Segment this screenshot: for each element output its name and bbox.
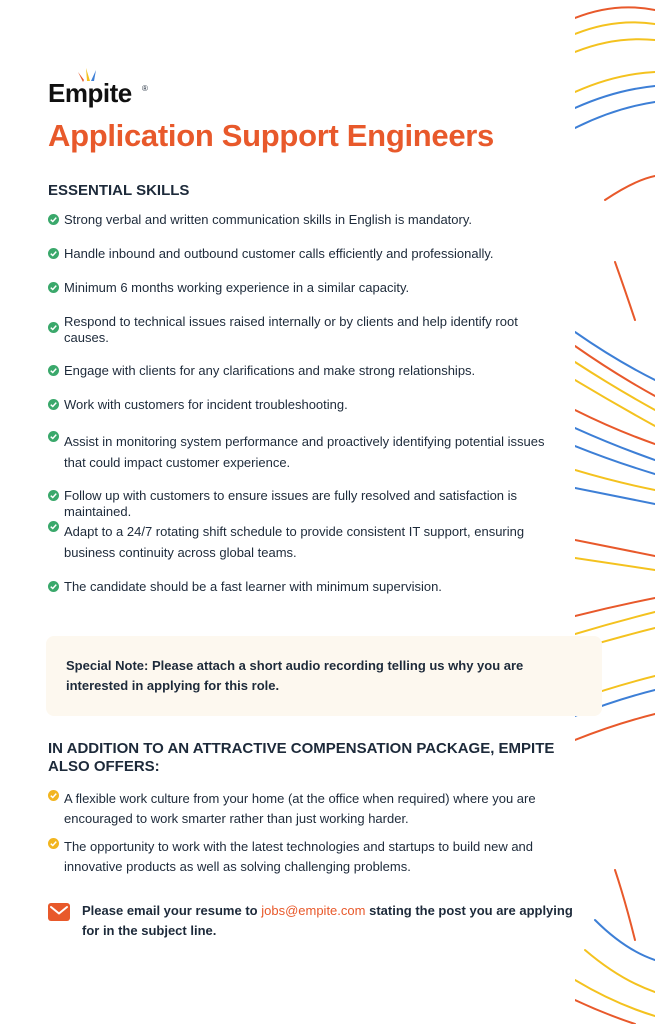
page-title: Application Support Engineers	[48, 118, 494, 153]
list-item	[48, 431, 558, 473]
decorative-lines	[575, 0, 655, 1024]
list-item	[48, 521, 558, 563]
brand-logo	[48, 66, 158, 110]
check-circle-icon	[48, 790, 59, 801]
contact-text	[48, 901, 588, 941]
check-circle-icon	[48, 490, 59, 501]
skill-text: Engage with clients for any clarifications and make strong relationships.	[64, 363, 476, 378]
special-note-text: Special Note: Please attach a short audio recording telling us why you are interested in applying for this role.	[66, 658, 524, 693]
list-item	[48, 837, 558, 877]
offer-text: The opportunity to work with the latest technologies and startups to build new and innovative products as well as solving challenging problems.	[64, 839, 534, 874]
list-item	[48, 246, 558, 262]
list-item	[48, 789, 558, 829]
essential-skills-heading: ESSENTIAL SKILLS	[48, 182, 190, 199]
skill-text: Handle inbound and outbound customer calls efficiently and professionally.	[64, 246, 494, 261]
email-link[interactable]: jobs@empite.com	[261, 903, 366, 918]
skill-text: Respond to technical issues raised internally or by clients and help identify root causes.	[64, 314, 518, 345]
skill-text: The candidate should be a fast learner with minimum supervision.	[64, 579, 442, 594]
contact-suffix: stating the post you are applying for in the subject line.	[82, 903, 573, 938]
check-circle-icon	[48, 248, 59, 259]
envelope-icon	[48, 903, 70, 921]
offer-text: A flexible work culture from your home (at the office when required) where you are encouraged to work smarter rather than just working harder.	[64, 791, 536, 826]
skill-text: Assist in monitoring system performance and proactively identifying potential issues that could impact customer experience.	[64, 434, 545, 470]
skill-text: Work with customers for incident troubleshooting.	[64, 397, 348, 412]
list-item	[48, 314, 558, 346]
check-circle-icon	[48, 581, 59, 592]
check-circle-icon	[48, 322, 59, 333]
list-item	[48, 363, 558, 379]
special-note-box	[46, 636, 602, 716]
offers-heading: IN ADDITION TO AN ATTRACTIVE COMPENSATION PACKAGE, EMPITE ALSO OFFERS:	[48, 740, 555, 775]
check-circle-icon	[48, 365, 59, 376]
contact-prefix: Please email your resume to	[82, 903, 258, 918]
skill-text: Strong verbal and written communication skills in English is mandatory.	[64, 212, 472, 227]
list-item	[48, 579, 558, 595]
list-item	[48, 488, 558, 520]
skill-text: Follow up with customers to ensure issues are fully resolved and satisfaction is maintained.	[64, 488, 518, 519]
registered-mark: ®	[142, 84, 148, 93]
check-circle-icon	[48, 521, 59, 532]
skill-text: Minimum 6 months working experience in a similar capacity.	[64, 280, 410, 295]
check-circle-icon	[48, 282, 59, 293]
list-item	[48, 280, 558, 296]
contact-row	[48, 901, 588, 941]
list-item	[48, 212, 558, 228]
logo-text: Empite	[48, 78, 132, 108]
list-item	[48, 397, 558, 413]
check-circle-icon	[48, 214, 59, 225]
check-circle-icon	[48, 431, 59, 442]
check-circle-icon	[48, 838, 59, 849]
check-circle-icon	[48, 399, 59, 410]
skill-text: Adapt to a 24/7 rotating shift schedule to provide consistent IT support, ensuring business continuity across global teams.	[64, 524, 525, 560]
